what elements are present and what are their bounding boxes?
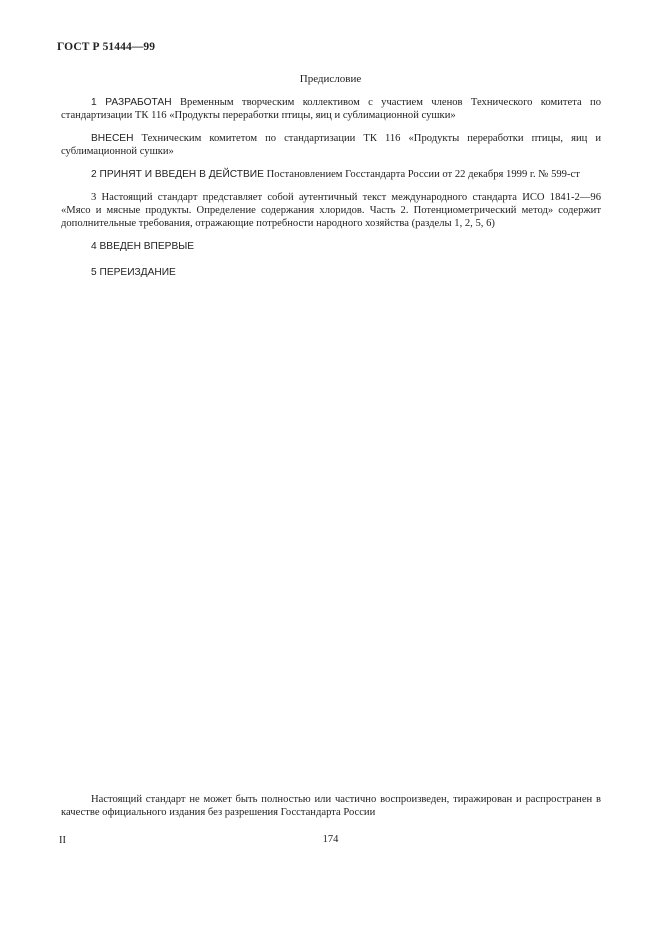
paragraph-authentic-text [61,191,601,230]
paragraph-reissue: 5 ПЕРЕИЗДАНИЕ [91,267,176,278]
preface-title: Предисловие [299,73,362,85]
copyright-notice: Настоящий стандарт не может быть полностью или частично воспроизведен, тиражирован и распространен в качестве официального издания без разрешения Госстандарта России [61,794,601,818]
developed-text: Временным творческим коллективом с участием членов Технического комитета по стандартизации ТК 116 «Продукты переработки птицы, яиц и сублимационной сушки» [61,97,601,121]
developed-lead: 1 РАЗРАБОТАН [91,97,172,108]
adopted-lead: 2 ПРИНЯТ И ВВЕДЕН В ДЕЙСТВИЕ [91,169,264,180]
adopted-text: Постановлением Госстандарта России от 22 декабря 1999 г. № 599-ст [266,169,580,180]
paragraph-introduced [61,132,601,158]
introduced-lead: ВНЕСЕН [91,133,134,144]
page-number: 174 [322,834,339,845]
paragraph-first-introduced: 4 ВВЕДЕН ВПЕРВЫЕ [91,241,195,252]
authentic-text: 3 Настоящий стандарт представляет собой аутентичный текст международного стандарта ИСО 1841-2—96 «Мясо и мясные продукты. Определение содержания хлоридов. Часть 2. Потенциометрический метод» содержит дополнительные требования, отражающие потребности народного хозяйства (разделы 1, 2, 5, 6) [61,192,601,229]
preface-body [61,96,601,292]
paragraph-adopted [61,168,601,181]
standard-code-header: ГОСТ Р 51444—99 [57,41,156,53]
introduced-text: Техническим комитетом по стандартизации ТК 116 «Продукты переработки птицы, яиц и сублимационной сушки» [61,133,601,157]
paragraph-developed [61,96,601,122]
roman-page-number: II [59,835,66,846]
